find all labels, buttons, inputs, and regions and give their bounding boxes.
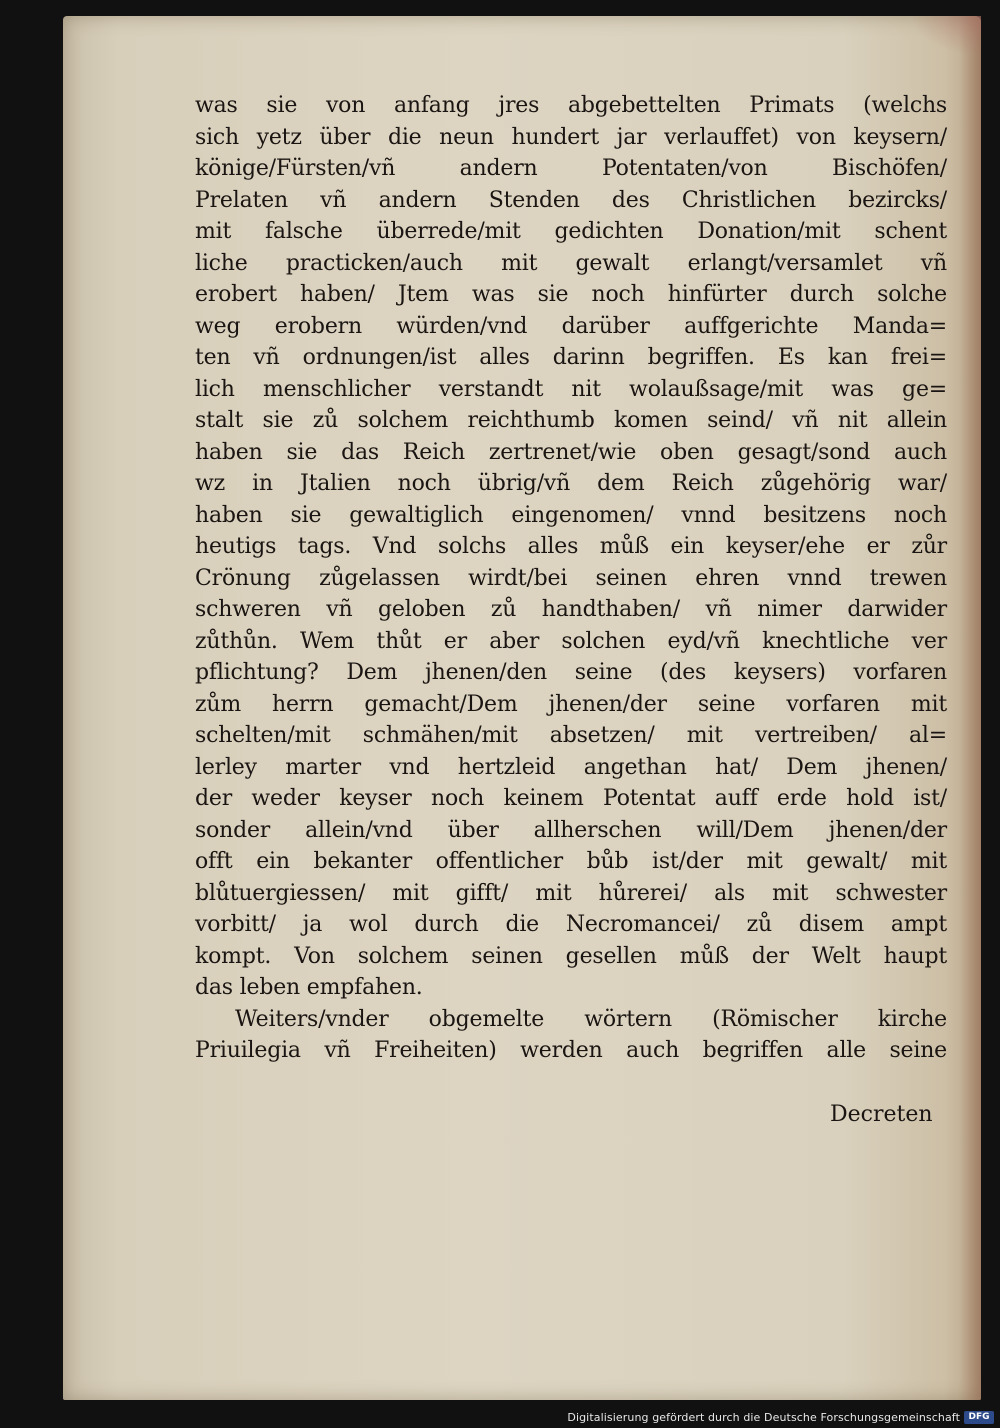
text-line: mit falsche überrede/mit gedichten Donation/mit schent	[195, 219, 947, 244]
footer-bar	[0, 1404, 1000, 1428]
text-line: haben sie das Reich zertrenet/wie oben gesagt/sond auch	[195, 439, 947, 465]
text-line: das leben empfahen.	[195, 975, 423, 1000]
body-text	[195, 90, 955, 1067]
text-line: Weiters/vnder obgemelte wörtern (Römischer kirche	[235, 1006, 947, 1032]
text-line: weg erobern würden/vnd darüber auffgerichte Manda=	[195, 313, 947, 339]
text-line: schelten/mit schmähen/mit absetzen/ mit vertreiben/ al=	[195, 723, 947, 748]
text-line: Priuilegia vñ Freiheiten) werden auch begriffen alle seine	[195, 1038, 947, 1063]
text-line: lerley marter vnd hertzleid angethan hat/ Dem jhenen/	[195, 754, 947, 780]
text-line: blůtuergiessen/ mit gifft/ mit hůrerei/ als mit schwester	[195, 880, 947, 906]
text-line: zům herrn gemacht/Dem jhenen/der seine vorfaren mit	[195, 691, 947, 717]
text-line: sonder allein/vnd über allherschen will/Dem jhenen/der	[195, 817, 947, 843]
text-line: liche practicken/auch mit gewalt erlangt/versamlet vñ	[195, 250, 947, 276]
text-line: stalt sie zů solchem reichthumb komen seind/ vñ nit allein	[195, 408, 947, 433]
text-line: sich yetz über die neun hundert jar verlauffet) von keysern/	[195, 124, 947, 150]
dfg-logo-icon: DFG	[964, 1411, 994, 1424]
text-line: pflichtung? Dem jhenen/den seine (des keysers) vorfaren	[195, 660, 947, 685]
funding-credit: Digitalisierung gefördert durch die Deutsche Forschungsgemeinschaft	[567, 1411, 960, 1424]
text-line: lich menschlicher verstandt nit wolaußsage/mit was ge=	[195, 376, 947, 402]
text-line: zůthůn. Wem thůt er aber solchen eyd/vñ knechtliche ver	[195, 628, 947, 654]
text-line: haben sie gewaltiglich eingenomen/ vnnd besitzens noch	[195, 502, 947, 528]
text-line: was sie von anfang jres abgebettelten Primats (welchs	[195, 93, 947, 118]
text-line: ten vñ ordnungen/ist alles darinn begriffen. Es kan frei=	[195, 345, 947, 370]
text-line: erobert haben/ Jtem was sie noch hinfürter durch solche	[195, 282, 947, 307]
text-line: der weder keyser noch keinem Potentat auff erde hold ist/	[195, 786, 947, 811]
text-line: offt ein bekanter offentlicher bůb ist/der mit gewalt/ mit	[195, 849, 947, 874]
catchword: Decreten	[830, 1102, 933, 1127]
text-line: kompt. Von solchem seinen gesellen můß der Welt haupt	[195, 943, 947, 969]
text-line: könige/Fürsten/vñ andern Potentaten/von Bischöfen/	[195, 156, 947, 181]
text-line: Crönung zůgelassen wirdt/bei seinen ehren vnnd trewen	[195, 565, 947, 591]
text-line: wz in Jtalien noch übrig/vñ dem Reich zůgehörig war/	[195, 471, 947, 496]
text-line: heutigs tags. Vnd solchs alles můß ein keyser/ehe er zůr	[195, 534, 947, 559]
page-edge-shadow	[959, 16, 981, 1400]
page-stain	[911, 16, 981, 56]
text-line: Prelaten vñ andern Stenden des Christlichen bezircks/	[195, 187, 947, 213]
text-line: schweren vñ geloben zů handthaben/ vñ nimer darwider	[195, 597, 947, 622]
text-line: vorbitt/ ja wol durch die Necromancei/ zů disem ampt	[195, 912, 947, 937]
